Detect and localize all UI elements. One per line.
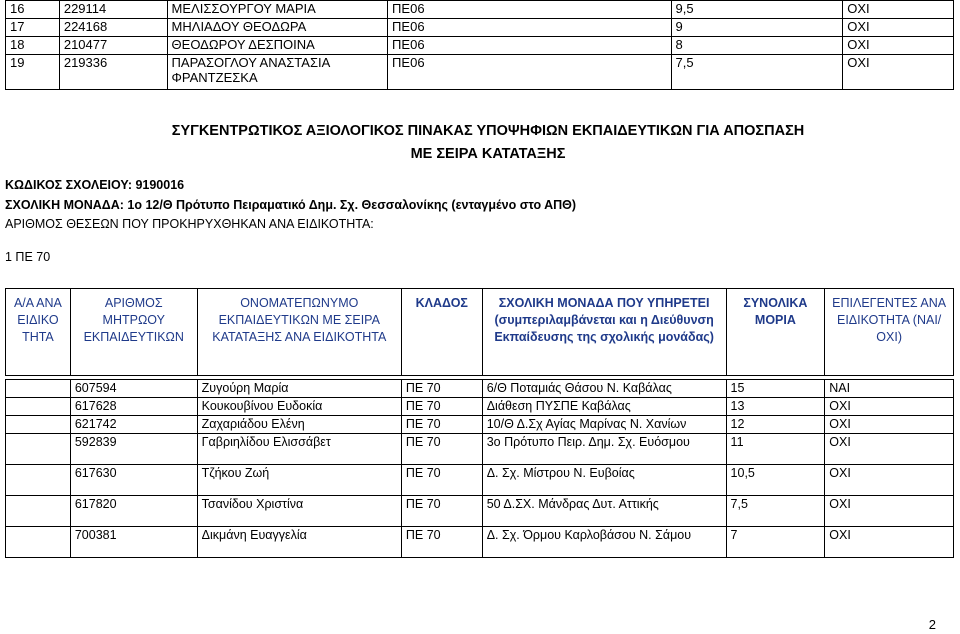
- cell-school: Διάθεση ΠΥΣΠΕ Καβάλας: [482, 398, 726, 416]
- cell-moria: 7,5: [671, 55, 843, 90]
- table-row: [6, 37, 954, 55]
- cell-klados: ΠΕ 70: [401, 416, 482, 434]
- cell-moria: 7: [726, 527, 825, 558]
- cell-klados: ΠΕ06: [388, 37, 671, 55]
- cell-epil: ΟΧΙ: [825, 416, 954, 434]
- cell-name: Κουκουβίνου Ευδοκία: [197, 398, 401, 416]
- cell-moria: 8: [671, 37, 843, 55]
- table-row: [6, 1, 954, 19]
- cell-epil: ΟΧΙ: [825, 465, 954, 496]
- cell-school: 3ο Πρότυπο Πειρ. Δημ. Σχ. Ευόσμου: [482, 434, 726, 465]
- cell-epil: ΟΧΙ: [843, 37, 954, 55]
- cell-epil: ΟΧΙ: [825, 434, 954, 465]
- cell-school: Δ. Σχ. Όρμου Καρλοβάσου Ν. Σάμου: [482, 527, 726, 558]
- cell-aa: [6, 465, 71, 496]
- table-row: [6, 465, 954, 496]
- cell-moria: 12: [726, 416, 825, 434]
- cell-klados: ΠΕ 70: [401, 496, 482, 527]
- cell-school: Δ. Σχ. Μίστρου Ν. Ευβοίας: [482, 465, 726, 496]
- cell-epil: ΟΧΙ: [825, 398, 954, 416]
- cell-epil: ΟΧΙ: [843, 1, 954, 19]
- cell-name: Ζυγούρη Μαρία: [197, 380, 401, 398]
- cell-epil: ΟΧΙ: [825, 527, 954, 558]
- cell-aa: 18: [6, 37, 60, 55]
- table-row: [6, 496, 954, 527]
- table-row: [6, 398, 954, 416]
- cell-moria: 7,5: [726, 496, 825, 527]
- table-row: [6, 19, 954, 37]
- top-candidates-table: [5, 0, 954, 90]
- cell-moria: 10,5: [726, 465, 825, 496]
- cell-klados: ΠΕ 70: [401, 527, 482, 558]
- col-header-name: ΟΝΟΜΑΤΕΠΩΝΥΜΟ ΕΚΠΑΙΔΕΥΤΙΚΩΝ ΜΕ ΣΕΙΡΑ ΚΑΤΑΤΑΞΗΣ ΑΝΑ ΕΙΔΙΚΟΤΗΤΑ: [197, 289, 401, 376]
- cell-klados: ΠΕ06: [388, 1, 671, 19]
- cell-am: 617630: [70, 465, 197, 496]
- cell-moria: 13: [726, 398, 825, 416]
- cell-klados: ΠΕ06: [388, 55, 671, 90]
- school-code: ΚΩΔΙΚΟΣ ΣΧΟΛΕΙΟΥ: 9190016: [5, 178, 185, 192]
- cell-epil: ΟΧΙ: [843, 55, 954, 90]
- cell-am: 219336: [59, 55, 167, 90]
- positions-label: ΑΡΙΘΜΟΣ ΘΕΣΕΩΝ ΠΟΥ ΠΡΟΚΗΡΥΧΘΗΚΑΝ ΑΝΑ ΕΙΔΙΚΟΤΗΤΑ:: [5, 217, 374, 231]
- cell-name: ΜΕΛΙΣΣΟΥΡΓΟΥ ΜΑΡΙΑ: [167, 1, 387, 19]
- cell-epil: ΝΑΙ: [825, 380, 954, 398]
- cell-am: 224168: [59, 19, 167, 37]
- cell-epil: ΟΧΙ: [825, 496, 954, 527]
- cell-moria: 11: [726, 434, 825, 465]
- table-header-row: [6, 289, 954, 376]
- page-title-line1: ΣΥΓΚΕΝΤΡΩΤΙΚΟΣ ΑΞΙΟΛΟΓΙΚΟΣ ΠΙΝΑΚΑΣ ΥΠΟΨΗΦΙΩΝ ΕΚΠΑΙΔΕΥΤΙΚΩΝ ΓΙΑ ΑΠΟΣΠΑΣΗ: [171, 123, 805, 139]
- col-header-klados: ΚΛΑΔΟΣ: [401, 289, 482, 376]
- table-row: [6, 416, 954, 434]
- page-title-line2: ΜΕ ΣΕΙΡΑ ΚΑΤΑΤΑΞΗΣ: [410, 146, 566, 162]
- cell-name: Τζήκου Ζωή: [197, 465, 401, 496]
- cell-klados: ΠΕ 70: [401, 380, 482, 398]
- cell-name: Δικμάνη Ευαγγελία: [197, 527, 401, 558]
- cell-moria: 9,5: [671, 1, 843, 19]
- positions-value: 1 ΠΕ 70: [5, 250, 51, 264]
- cell-aa: 19: [6, 55, 60, 90]
- ranking-table: [5, 288, 954, 558]
- cell-am: 592839: [70, 434, 197, 465]
- col-header-moria: ΣΥΝΟΛΙΚΑ ΜΟΡΙΑ: [726, 289, 825, 376]
- col-header-epil: ΕΠΙΛΕΓΕΝΤΕΣ ΑΝΑ ΕΙΔΙΚΟΤΗΤΑ (ΝΑΙ/ ΟΧΙ): [825, 289, 954, 376]
- page-number: 2: [928, 617, 936, 632]
- cell-moria: 9: [671, 19, 843, 37]
- table-row: [6, 527, 954, 558]
- cell-name: ΘΕΟΔΩΡΟΥ ΔΕΣΠΟΙΝΑ: [167, 37, 387, 55]
- cell-klados: ΠΕ06: [388, 19, 671, 37]
- cell-am: 621742: [70, 416, 197, 434]
- cell-am: 229114: [59, 1, 167, 19]
- cell-am: 607594: [70, 380, 197, 398]
- cell-name: Ζαχαριάδου Ελένη: [197, 416, 401, 434]
- cell-school: 6/Θ Ποταμιάς Θάσου Ν. Καβάλας: [482, 380, 726, 398]
- cell-aa: [6, 496, 71, 527]
- cell-name: ΜΗΛΙΑΔΟΥ ΘΕΟΔΩΡΑ: [167, 19, 387, 37]
- cell-aa: 17: [6, 19, 60, 37]
- cell-klados: ΠΕ 70: [401, 465, 482, 496]
- cell-am: 210477: [59, 37, 167, 55]
- cell-epil: ΟΧΙ: [843, 19, 954, 37]
- cell-moria: 15: [726, 380, 825, 398]
- cell-am: 700381: [70, 527, 197, 558]
- table-row: [6, 434, 954, 465]
- cell-am: 617628: [70, 398, 197, 416]
- cell-school: 50 Δ.ΣΧ. Μάνδρας Δυτ. Αττικής: [482, 496, 726, 527]
- cell-aa: [6, 434, 71, 465]
- col-header-aa: Α/Α ΑΝΑ ΕΙΔΙΚΟ ΤΗΤΑ: [6, 289, 71, 376]
- table-row: [6, 55, 954, 90]
- cell-am: 617820: [70, 496, 197, 527]
- cell-name: Γαβριηλίδου Ελισσάβετ: [197, 434, 401, 465]
- cell-aa: 16: [6, 1, 60, 19]
- table-row: [6, 380, 954, 398]
- cell-aa: [6, 380, 71, 398]
- col-header-school: ΣΧΟΛΙΚΗ ΜΟΝΑΔΑ ΠΟΥ ΥΠΗΡΕΤΕΙ (συμπεριλαμβάνεται και η Διεύθυνση Εκπαίδευσης της σχολικής μονάδας): [482, 289, 726, 376]
- cell-aa: [6, 416, 71, 434]
- cell-name: ΠΑΡΑΣΟΓΛΟΥ ΑΝΑΣΤΑΣΙΑ ΦΡΑΝΤΖΕΣΚΑ: [167, 55, 387, 90]
- col-header-am: ΑΡΙΘΜΟΣ ΜΗΤΡΩΟΥ ΕΚΠΑΙΔΕΥΤΙΚΩΝ: [70, 289, 197, 376]
- cell-klados: ΠΕ 70: [401, 434, 482, 465]
- cell-aa: [6, 398, 71, 416]
- cell-school: 10/Θ Δ.Σχ Αγίας Μαρίνας Ν. Χανίων: [482, 416, 726, 434]
- school-unit: ΣΧΟΛΙΚΗ ΜΟΝΑΔΑ: 1ο 12/Θ Πρότυπο Πειραματικό Δημ. Σχ. Θεσσαλονίκης (ενταγμένο στο ΑΠΘ): [5, 198, 577, 212]
- cell-klados: ΠΕ 70: [401, 398, 482, 416]
- cell-name: Τσανίδου Χριστίνα: [197, 496, 401, 527]
- cell-aa: [6, 527, 71, 558]
